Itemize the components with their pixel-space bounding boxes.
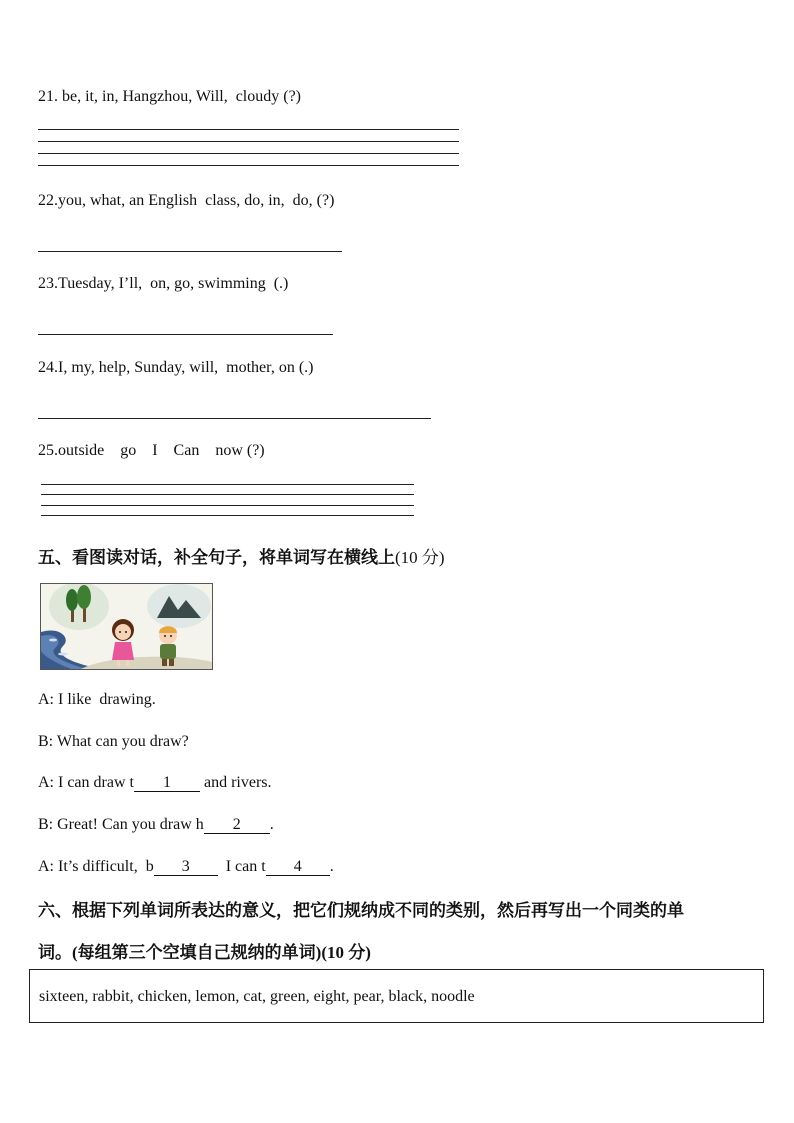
dialogue-line-5 — [38, 858, 334, 876]
answer-line[interactable] — [41, 494, 414, 495]
question-number: 24. — [38, 359, 58, 376]
answer-line[interactable] — [41, 484, 414, 485]
dialogue-text: and rivers. — [199, 774, 272, 791]
dialogue-line-4 — [38, 816, 274, 834]
question-text: I, my, help, Sunday, will, mother, on (.) — [58, 359, 314, 376]
dialogue-text: . — [329, 858, 334, 875]
dialogue-text: I can draw t — [58, 774, 134, 791]
section-score: (10 分) — [395, 548, 445, 567]
dialogue-text: I like drawing. — [58, 691, 156, 708]
blank-1[interactable]: 1 — [134, 775, 200, 792]
speaker-label: B: — [38, 733, 54, 750]
speaker-label: A: — [38, 691, 54, 708]
speaker-label: A: — [38, 774, 54, 791]
section-6-heading-line-2: 词。(每组第三个空填自己规纳的单词)(10 分) — [38, 943, 371, 962]
section-6-heading: 六、根据下列单词所表达的意义，把它们规纳成不同的类别，然后再写出一个同类的单 — [38, 901, 684, 920]
dialogue-text: It’s difficult, b — [58, 858, 154, 875]
question-22 — [38, 192, 334, 210]
dialogue-line-1 — [38, 691, 156, 709]
word-list: sixteen, rabbit, chicken, lemon, cat, green, eight, pear, black, noodle — [39, 988, 475, 1005]
dialogue-line-3 — [38, 774, 272, 792]
question-text: be, it, in, Hangzhou, Will, cloudy (?) — [58, 88, 302, 105]
mountain-bubble — [147, 584, 211, 628]
dialogue-text: What can you draw? — [56, 733, 189, 750]
dialogue-text: . — [269, 816, 274, 833]
answer-line[interactable] — [38, 165, 459, 166]
answer-line[interactable] — [38, 129, 459, 130]
word-box — [29, 969, 764, 1023]
answer-line[interactable] — [38, 251, 342, 252]
question-number: 23. — [38, 275, 58, 292]
answer-line[interactable] — [38, 153, 459, 154]
dialogue-text: I can t — [217, 858, 266, 875]
tree-icon — [77, 585, 91, 609]
question-number: 25. — [38, 442, 58, 459]
question-number: 21. — [38, 88, 58, 105]
speaker-label: B: — [38, 816, 54, 833]
question-25 — [38, 442, 265, 460]
river-children-illustration — [41, 584, 212, 669]
girl-figure — [112, 619, 134, 666]
tree-icon — [66, 589, 78, 611]
answer-line[interactable] — [38, 141, 459, 142]
question-number: 22. — [38, 192, 58, 209]
blank-2[interactable]: 2 — [204, 817, 270, 834]
blank-4[interactable]: 4 — [266, 859, 330, 876]
question-text: you, what, an English class, do, in, do, (?) — [58, 192, 335, 209]
blank-3[interactable]: 3 — [154, 859, 218, 876]
question-21 — [38, 88, 301, 106]
answer-line[interactable] — [38, 418, 431, 419]
dialogue-line-2 — [38, 733, 189, 751]
question-text: outside go I Can now (?) — [58, 442, 265, 459]
dialogue-text: Great! Can you draw h — [57, 816, 204, 833]
answer-line[interactable] — [38, 334, 333, 335]
section-5-heading: 五、看图读对话，补全句子，将单词写在横线上(10 分) — [38, 548, 445, 567]
question-text: Tuesday, I’ll, on, go, swimming (.) — [58, 275, 289, 292]
speaker-label: A: — [38, 858, 54, 875]
question-23 — [38, 275, 288, 293]
scene-illustration — [40, 583, 213, 670]
answer-line[interactable] — [41, 515, 414, 516]
answer-line[interactable] — [41, 505, 414, 506]
question-24 — [38, 359, 313, 377]
